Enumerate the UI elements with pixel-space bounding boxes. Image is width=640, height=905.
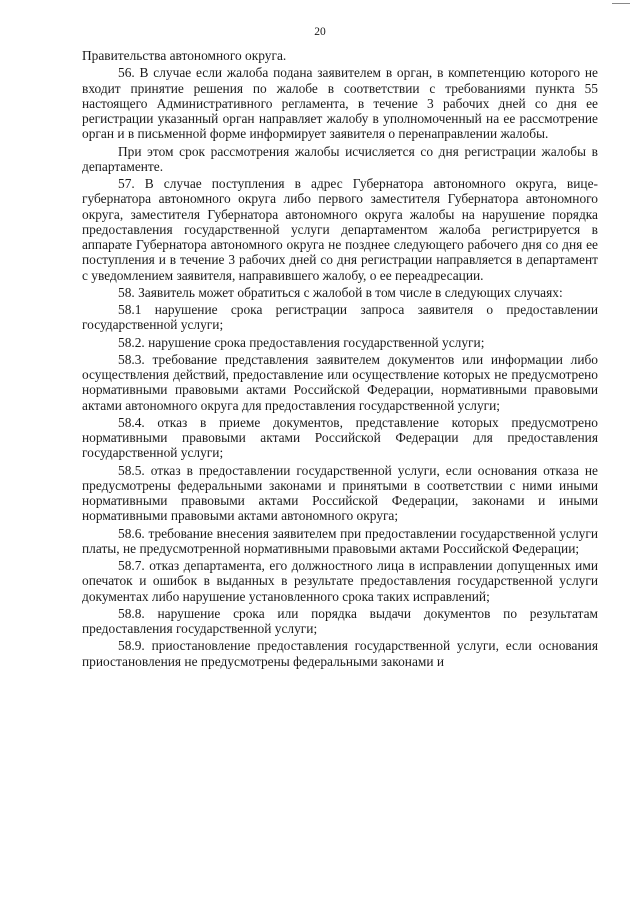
paragraph-58-1: 58.1 нарушение срока регистрации запроса заявителя о предоставлении государственной услуги; xyxy=(82,302,598,333)
paragraph-58-8: 58.8. нарушение срока или порядка выдачи документов по результатам предоставления государственной услуги; xyxy=(82,605,598,636)
paragraph-56-note: При этом срок рассмотрения жалобы исчисляется со дня регистрации жалобы в департаменте. xyxy=(82,143,598,174)
paragraph-58: 58. Заявитель может обратиться с жалобой в том числе в следующих случаях: xyxy=(118,284,563,300)
paragraph-56: 56. В случае если жалоба подана заявителем в орган, в компетенцию которого не входит принятие решения по жалобе в соответствии с требованиями пункта 55 настоящего Административного регламента, в течение 3 рабочих дней со дня ее регистрации указанный орган направляет жалобу в уполномоченный на ее рассмотрение орган и в письменной форме информирует заявителя о перенаправлении жалобы. xyxy=(82,65,598,142)
paragraph-58-4: 58.4. отказ в приеме документов, представление которых предусмотрено нормативными правовыми актами Российской Федерации для предоставления государственной услуги; xyxy=(82,414,598,461)
paragraph-58-2: 58.2. нарушение срока предоставления государственной услуги; xyxy=(118,334,485,350)
scan-corner-mark xyxy=(612,0,630,4)
document-body xyxy=(82,48,598,671)
paragraph-58-6: 58.6. требование внесения заявителем при предоставлении государственной услуги платы, не предусмотренной нормативными правовыми актами Российской Федерации; xyxy=(82,525,598,556)
paragraph-58-3: 58.3. требование представления заявителем документов или информации либо осуществления действий, предоставление или осуществление которых не предусмотрено нормативными правовыми актами Российской Федерации, нормативными правовыми актами автономного округа для предоставления государственной услуги; xyxy=(82,351,598,413)
paragraph-58-7: 58.7. отказ департамента, его должностного лица в исправлении допущенных ими опечаток и ошибок в выданных в результате предоставления государственной услуги документах либо нарушение установленного срока таких исправлений; xyxy=(82,558,598,604)
paragraph-continuation: Правительства автономного округа. xyxy=(82,48,287,63)
page-number: 20 xyxy=(314,26,326,38)
paragraph-58-5: 58.5. отказ в предоставлении государственной услуги, если основания отказа не предусмотрены федеральными законами и принятыми в соответствии с ними иными нормативными правовыми актами Российской Федерации, законами и иными нормативными правовыми актами автономного округа; xyxy=(82,462,598,524)
paragraph-58-9: 58.9. приостановление предоставления государственной услуги, если основания приостановления не предусмотрены федеральными законами и xyxy=(82,638,598,669)
paragraph-57: 57. В случае поступления в адрес Губернатора автономного округа, вице-губернатора автономного округа либо первого заместителя Губернатора автономного округа, заместителя Губернатора автономного округа жалобы на нарушение порядка предоставления государственной услуги департаментом жалоба регистрируется в аппарате Губернатора автономного округа не позднее следующего рабочего дня со дня ее поступления и в течение 3 рабочих дней со дня регистрации направляется в департамент с уведомлением заявителя, направившего жалобу, о ее переадресации. xyxy=(82,176,598,283)
